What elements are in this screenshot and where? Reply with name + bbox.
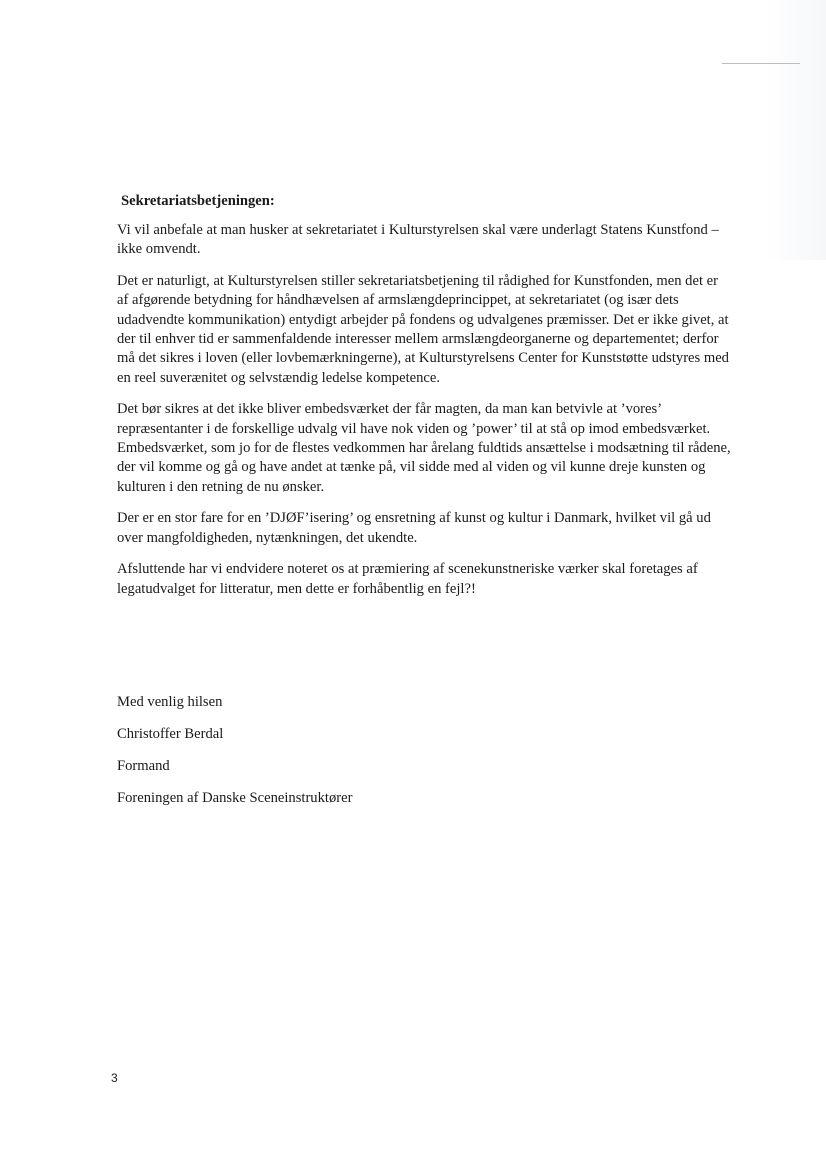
paragraph: Det er naturligt, at Kulturstyrelsen stiller sekretariatsbetjening til rådighed for Kunstfonden, men det er af afgørende betydning for håndhævelsen af armslængdeprincippet, at sekretariatet (og især dets udadvendte kommunikation) entydigt arbejder på fondens og udvalgenes præmisser. Det er ikke givet, at der til enhver tid er sammenfaldende interesser mellem armslængdeorganerne og departementet; derfor må det sikres i loven (eller lovbemærkningerne), at Kulturstyrelsens Center for Kunststøtte udstyres med en reel suverænitet og selvstændig ledelse kompetence. xyxy=(117,272,729,386)
scan-artifact-line xyxy=(722,63,800,64)
paragraph: Vi vil anbefale at man husker at sekretariatet i Kulturstyrelsen skal være underlagt Statens Kunstfond – ikke omvendt. xyxy=(117,222,719,258)
paragraph: Der er en stor fare for en ’DJØF’isering’ og ensretning af kunst og kultur i Danmark, hvilket vil gå ud over mangfoldigheden, nytænkningen, det ukendte. xyxy=(117,510,711,546)
signer-title: Formand xyxy=(117,758,170,774)
paragraph: Det bør sikres at det ikke bliver embedsværket der får magten, da man kan betvivle at ’vores’ repræsentanter i de forskellige udvalg vil have nok viden og ’power’ til at stå op imod embedsværket. Embedsværket, som jo for de flestes vedkommen har årelang fuldtids ansættelse i modsætning til rådene, der vil komme og gå og have andet at tænke på, vil sidde med al viden og vil kunne dreje kunsten og kulturen i den retning de nu ønsker. xyxy=(117,401,731,495)
document-body xyxy=(117,192,732,611)
signature-block xyxy=(117,693,352,821)
scan-edge-shading xyxy=(766,0,826,260)
signer-name: Christoffer Berdal xyxy=(117,726,224,742)
closing-greeting: Med venlig hilsen xyxy=(117,694,223,710)
signer-organization: Foreningen af Danske Sceneinstruktører xyxy=(117,790,353,806)
page-number: 3 xyxy=(111,1071,118,1085)
section-heading: Sekretariatsbetjeningen: xyxy=(121,193,275,209)
paragraph: Afsluttende har vi endvidere noteret os at præmiering af scenekunstneriske værker skal foretages af legatudvalget for litteratur, men dette er forhåbentlig en fejl?! xyxy=(117,561,698,597)
